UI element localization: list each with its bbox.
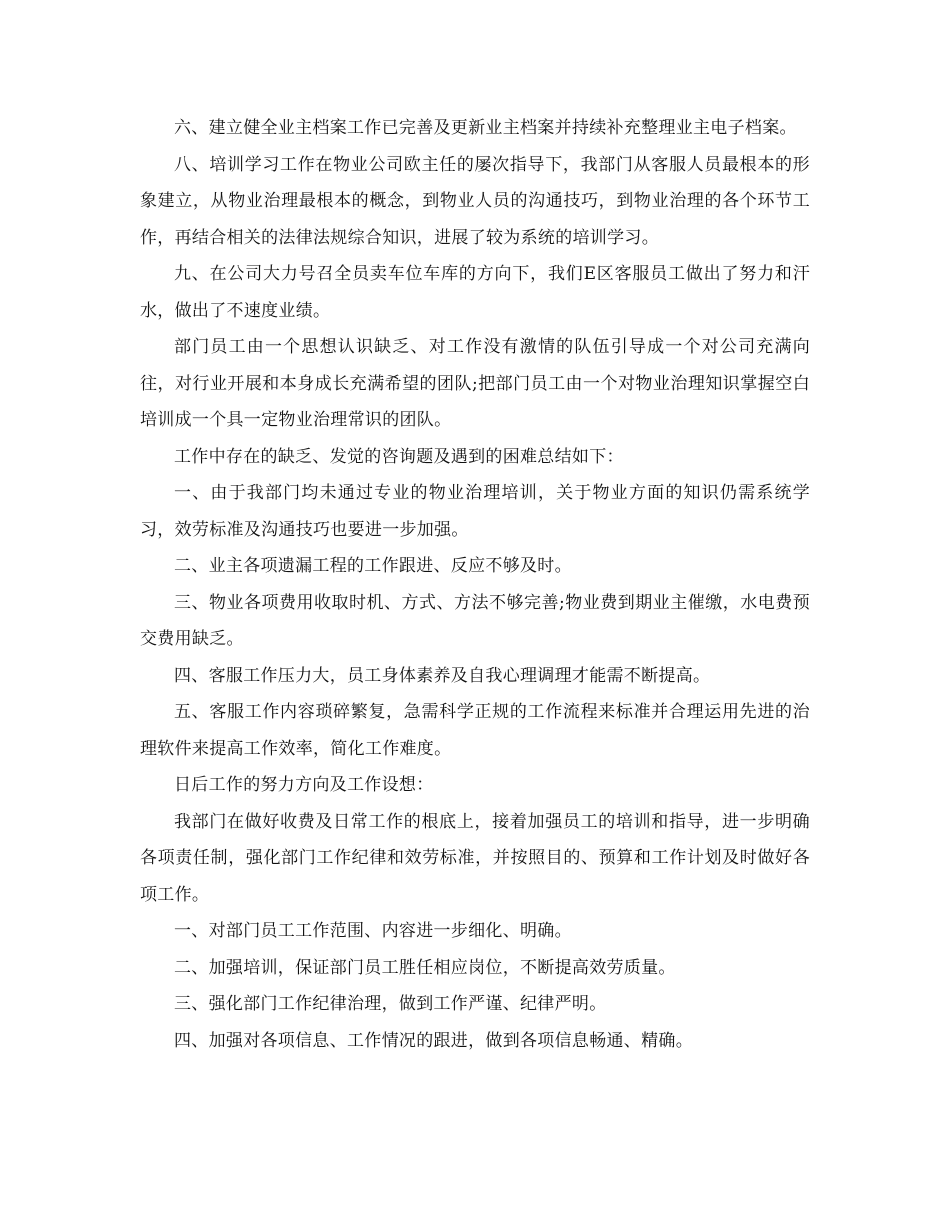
paragraph-problems-heading: 工作中存在的缺乏、发觉的咨询题及遇到的困难总结如下： [174, 446, 624, 467]
paragraph-training: 八、培训学习工作在物业公司欧主任的屡次指导下，我部门从客服人员最根本的形象建立，从物业治理最根本的概念，到物业人员的沟通技巧，到物业治理的各个环节工作，再结合相关的法律法规综合知识，进展了较为系统的培训学习。 [140, 154, 810, 248]
paragraph-problem-2: 二、业主各项遗漏工程的工作跟进、反应不够及时。 [174, 556, 572, 576]
paragraph-plan-1: 一、对部门员工工作范围、内容进一步细化、明确。 [174, 921, 572, 941]
paragraph-parking-sales: 九、在公司大力号召全员卖车位车库的方向下，我们E区客服员工做出了努力和汗水，做出了不速度业绩。 [140, 264, 810, 321]
paragraph-plan-2: 二、加强培训，保证部门员工胜任相应岗位，不断提高效劳质量。 [174, 957, 676, 978]
paragraph-problem-4: 四、客服工作压力大，员工身体素养及自我心理调理才能需不断提高。 [174, 665, 711, 686]
paragraph-team-growth: 部门员工由一个思想认识缺乏、对工作没有激情的队伍引导成一个对公司充满向往，对行业开展和本身成长充满希望的团队;把部门员工由一个对物业治理知识掌握空白培训成一个具一定物业治理常识的团队。 [140, 337, 810, 430]
paragraph-plan-3: 三、强化部门工作纪律治理，做到工作严谨、纪律严明。 [174, 994, 607, 1014]
paragraph-problem-1: 一、由于我部门均未通过专业的物业治理培训，关于物业方面的知识仍需系统学习，效劳标准及沟通技巧也要进一步加强。 [140, 483, 810, 540]
paragraph-plan-4: 四、加强对各项信息、工作情况的跟进，做到各项信息畅通、精确。 [174, 1030, 693, 1051]
paragraph-problem-5: 五、客服工作内容琐碎繁复，急需科学正规的工作流程来标准并合理运用先进的治理软件来提高工作效率，简化工作难度。 [140, 702, 810, 759]
paragraph-archive: 六、建立健全业主档案工作已完善及更新业主档案并持续补充整理业主电子档案。 [174, 118, 797, 138]
paragraph-plans-heading: 日后工作的努力方向及工作设想： [174, 775, 434, 795]
paragraph-plans-intro: 我部门在做好收费及日常工作的根底上，接着加强员工的培训和指导，进一步明确各项责任制，强化部门工作纪律和效劳标准，并按照目的、预算和工作计划及时做好各项工作。 [140, 811, 810, 905]
paragraph-problem-3: 三、物业各项费用收取时机、方式、方法不够完善;物业费到期业主催缴，水电费预交费用缺乏。 [140, 592, 810, 649]
document-page [140, 110, 810, 1059]
